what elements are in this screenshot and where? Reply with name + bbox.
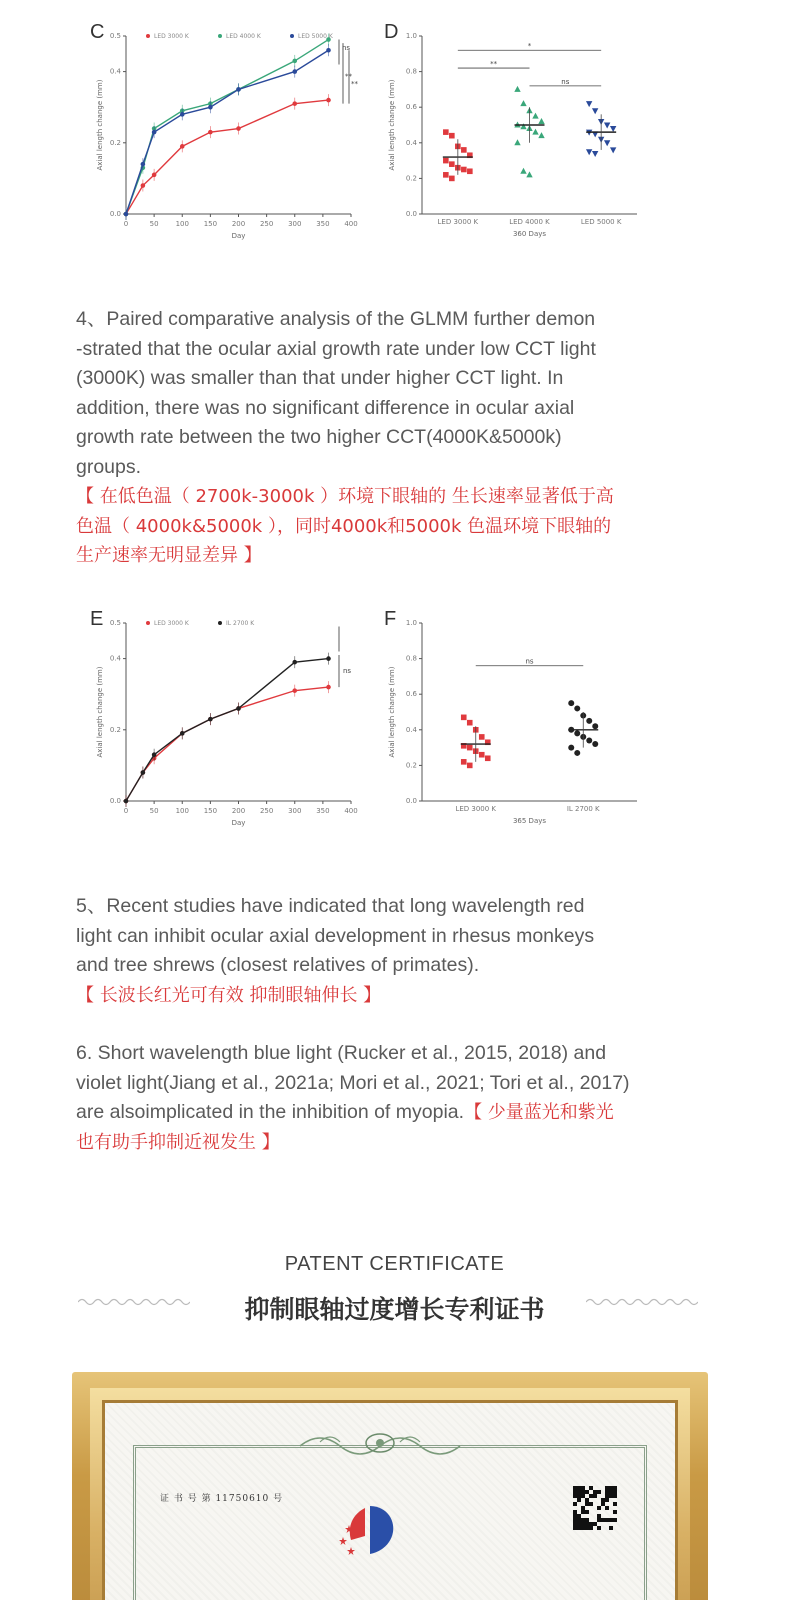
legend-marker [218,34,222,38]
data-point [292,688,297,693]
data-point [485,755,491,761]
data-point [526,171,532,177]
data-point [568,745,574,751]
s4-line: -strated that the ocular axial growth rate under low CCT light [76,337,596,360]
patent-office-logo-icon [325,1498,415,1558]
x-tick-label: 100 [175,807,189,815]
data-point [586,718,592,724]
data-point [574,730,580,736]
data-point [449,161,455,167]
x-tick-label: IL 2700 K [566,805,600,813]
data-point [124,212,129,217]
sig-label: ** [345,72,352,81]
legend-marker [290,34,294,38]
y-tick-label: 0.2 [109,138,121,147]
y-tick-label: 0.2 [405,174,417,183]
sig-label: ns [343,666,352,675]
s6-line: 6. Short wavelength blue light (Rucker et al., 2015, 2018) and [76,1042,607,1064]
y-axis-label: Axial length change (mm) [96,79,104,171]
frame-mat [90,1388,690,1600]
data-point [592,723,598,729]
data-point [538,118,544,124]
certificate-number: 证 书 号 第 11750610 号 [160,1494,284,1504]
legend-label: IL 2700 K [226,620,255,627]
y-axis-label: Axial length change (mm) [388,666,396,758]
s4-cn-line: 色温（ 4000k&5000k ），同时4000k和5000k 色温环境下眼轴的 [76,515,612,537]
data-point [236,87,241,92]
data-point [514,86,520,92]
x-tick-label: 0 [123,807,129,815]
y-tick-label: 0.4 [109,67,121,76]
data-point [461,759,467,765]
x-tick-label: 350 [316,807,330,815]
data-point [449,133,455,139]
panel-letter: C [90,21,105,43]
s5-line: and tree shrews (closest relatives of primates). [76,954,480,976]
data-point [326,656,331,661]
sig-label: ns [342,44,351,53]
data-point [467,720,473,726]
data-point [586,101,592,107]
x-tick-label: 200 [231,807,246,815]
data-point [461,167,467,173]
patent-title-cn: 抑制眼轴过度增长专利证书 [244,1295,545,1324]
data-point [443,129,449,135]
x-tick-label: 400 [344,220,358,228]
data-point [479,734,485,740]
x-tick-label: 300 [288,807,302,815]
data-point [326,48,331,53]
legend-marker [146,34,150,38]
data-point [520,123,526,129]
s4-line: growth rate between the two higher CCT(4000K&5000k) [76,426,562,448]
data-point [592,151,598,157]
x-tick-label: 50 [149,220,159,228]
x-tick-label: 350 [316,220,330,228]
series-line [126,100,329,214]
x-axis-label: 360 Days [512,230,547,238]
data-point [236,706,241,711]
qr-code-icon [573,1486,617,1530]
data-point [152,130,157,135]
data-point [292,660,297,665]
y-axis-label: Axial length change (mm) [96,666,104,758]
s4-line: 4、Paired comparative analysis of the GLMM further demon [76,308,596,330]
data-point [152,752,157,757]
y-tick-label: 0.4 [405,725,417,734]
data-point [124,799,129,804]
s6-line [76,1098,716,1128]
x-tick-label: 400 [344,807,358,815]
data-point [461,147,467,153]
y-tick-label: 0.0 [405,797,417,805]
y-tick-label: 0.0 [405,210,417,218]
data-point [461,715,467,721]
y-tick-label: 0.0 [109,210,121,218]
chart-f [380,605,670,835]
s5-line: light can inhibit ocular axial development in rhesus monkeys [76,924,595,947]
data-point [467,745,473,751]
data-point [449,176,455,182]
data-point [236,126,241,131]
s4-cn-line: 【 在低色温（ 2700k-3000k ）环境下眼轴的 生长速率显著低于高 [76,486,614,507]
x-axis-label: Day [231,232,246,240]
data-point [141,183,146,188]
y-tick-label: 0.5 [109,32,121,40]
data-point [326,685,331,690]
x-axis-label: 365 Days [512,817,547,825]
x-tick-label: 250 [259,220,274,228]
sig-label: ** [490,60,498,69]
chart-e-svg [82,605,372,835]
data-point [520,168,526,174]
data-point [292,69,297,74]
legend-label: LED 3000 K [154,33,189,40]
data-point [514,139,520,145]
s5-line: 5、Recent studies have indicated that long wavelength red [76,895,585,917]
data-point [610,147,616,153]
data-point [592,108,598,114]
x-tick-label: 100 [175,220,189,228]
y-tick-label: 0.4 [109,654,121,663]
chart-e [82,605,372,835]
data-point [604,140,610,146]
y-axis-label: Axial length change (mm) [388,79,396,171]
legend-marker [218,621,222,625]
wave-divider-left-icon [78,1296,190,1308]
data-point [467,763,473,769]
data-point [141,162,146,167]
data-point [180,731,185,736]
s4-line: (3000K) was smaller than that under higher CCT light. In [76,367,564,389]
x-tick-label: 300 [288,220,302,228]
patent-title-en: PATENT CERTIFICATE [284,1253,505,1275]
series-line [126,687,329,801]
panel-letter: E [90,608,104,630]
data-point [208,105,213,110]
x-tick-label: 0 [123,220,129,228]
data-point [574,705,580,711]
s4-line: addition, there was no significant difference in ocular axial [76,396,575,419]
y-tick-label: 0.0 [109,797,121,805]
certificate-paper [105,1403,675,1600]
y-tick-label: 1.0 [405,619,417,627]
sig-label: ** [351,79,358,88]
y-tick-label: 0.2 [405,761,417,770]
s6-line: violet light(Jiang et al., 2021a; Mori et al., 2021; Tori et al., 2017) [76,1071,630,1094]
chart-c-svg [82,18,372,248]
section-4 [76,305,716,571]
s5-cn-line: 【 长波长红光可有效 抑制眼轴伸长 】 [76,984,382,1006]
s4-line: groups. [76,455,142,478]
x-tick-label: LED 5000 K [580,218,622,226]
sig-label: * [527,42,532,51]
s6-cn-line: 也有助手抑制近视发生 】 [76,1131,280,1153]
y-tick-label: 1.0 [405,32,417,40]
s6-line-text: are alsoimplicated in the inhibition of myopia. [76,1101,465,1123]
data-point [292,101,297,106]
legend-marker [146,621,150,625]
panel-letter: D [384,21,399,43]
data-point [592,741,598,747]
data-point [208,130,213,135]
y-tick-label: 0.2 [109,725,121,734]
legend-label: LED 4000 K [226,33,261,40]
y-tick-label: 0.6 [405,690,417,699]
y-tick-label: 0.8 [405,654,417,663]
s6-cn-inline: 【 少量蓝光和紫光 [464,1102,614,1123]
data-point [586,737,592,743]
x-axis-label: Day [231,819,246,827]
data-point [180,144,185,149]
series-line [126,659,329,801]
ornament-icon [295,1428,465,1458]
y-tick-label: 0.4 [405,138,417,147]
sig-label: ns [561,77,570,86]
x-tick-label: 200 [231,220,246,228]
s4-cn-line: 生产速率无明显差异 】 [76,545,262,566]
x-tick-label: 150 [203,220,218,228]
section-6 [76,1039,716,1157]
legend-label: LED 3000 K [154,620,189,627]
data-point [467,168,473,174]
x-tick-label: 250 [259,807,274,815]
data-point [604,123,610,129]
series-line [126,40,329,214]
frame-inner [102,1400,678,1600]
section-5 [76,892,716,1010]
data-point [180,112,185,117]
certificate-frame [72,1372,708,1600]
chart-c [82,18,372,248]
chart-d-svg [380,18,650,248]
y-tick-label: 0.8 [405,67,417,76]
x-tick-label: LED 3000 K [455,805,497,813]
wave-divider-right-icon [586,1296,698,1308]
data-point [141,770,146,775]
chart-d [380,18,650,248]
x-tick-label: 50 [149,807,159,815]
data-point [532,113,538,119]
data-point [479,752,485,758]
legend-label: LED 5000 K [298,33,333,40]
x-tick-label: LED 4000 K [509,218,550,226]
data-point [532,129,538,135]
data-point [520,100,526,106]
data-point [586,149,592,155]
data-point [538,132,544,138]
data-point [568,700,574,706]
chart-f-svg [380,605,670,835]
y-tick-label: 0.5 [109,619,121,627]
x-tick-label: LED 3000 K [437,218,479,226]
data-point [574,750,580,756]
data-point [610,126,616,132]
data-point [152,173,157,178]
x-tick-label: 150 [203,807,218,815]
data-point [292,59,297,64]
data-point [443,158,449,164]
data-point [208,717,213,722]
sig-label: ns [525,657,534,666]
data-point [326,98,331,103]
data-point [443,172,449,178]
panel-letter: F [384,608,397,630]
y-tick-label: 0.6 [405,103,417,112]
